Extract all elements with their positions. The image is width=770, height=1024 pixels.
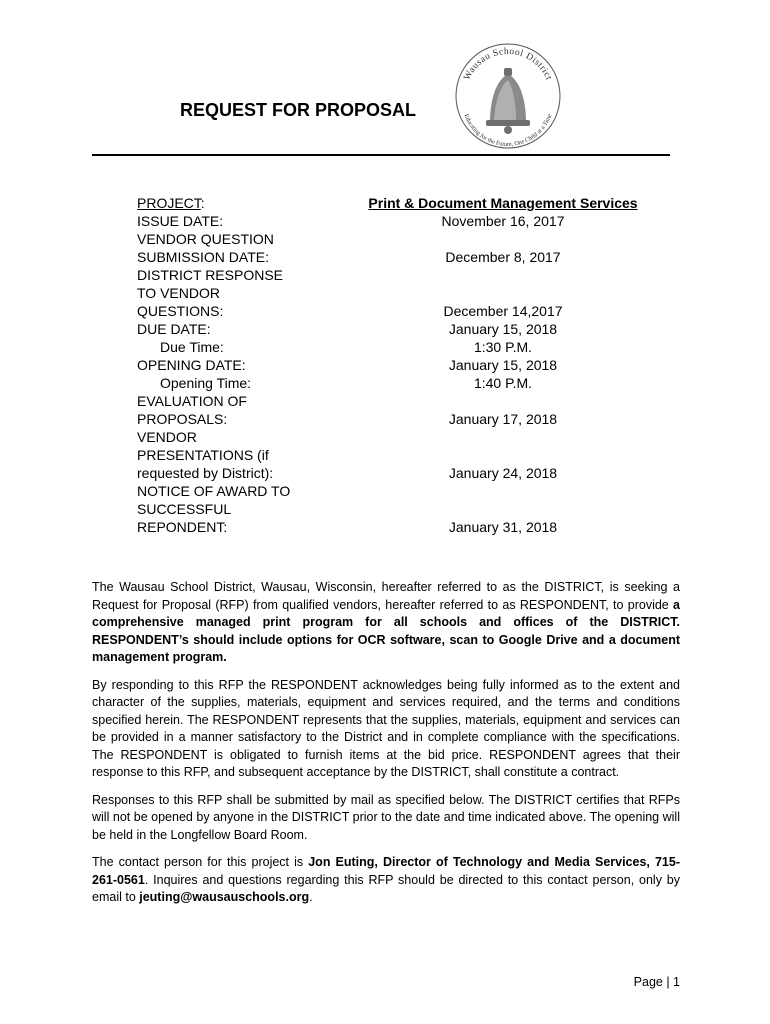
schedule-label: DUE DATE: [137,321,211,337]
schedule-value: November 16, 2017 [441,213,565,229]
body-text [92,579,680,917]
schedule-value [349,446,657,464]
header-rule [92,154,670,156]
schedule-label: NOTICE OF AWARD TO [137,483,291,499]
schedule-row [137,248,657,266]
schedule-label: EVALUATION OF [137,393,247,409]
schedule-row [137,338,657,356]
schedule-row [137,284,657,302]
schedule-label: DISTRICT RESPONSE [137,267,283,283]
contact-email-link[interactable]: jeuting@wausauschools.org [139,890,310,904]
schedule-row [137,410,657,428]
schedule-table [137,194,657,536]
schedule-label: VENDOR QUESTION [137,231,274,247]
project-colon: : [200,195,205,211]
schedule-value: 1:30 P.M. [473,339,533,355]
schedule-label: SUBMISSION DATE: [137,249,269,265]
contact-paragraph: The contact person for this project is Jon Euting, Director of Technology and Media Services, 715-261-0561. Inquires and questions regarding this RFP should be directed to this contact person, only by email to jeuting@wausauschools.org. [92,855,680,904]
schedule-row [137,482,657,500]
schedule-row [137,320,657,338]
schedule-label: QUESTIONS: [137,303,224,319]
schedule-value: January 15, 2018 [448,357,558,373]
schedule-value: January 17, 2018 [448,411,558,427]
schedule-label: OPENING DATE: [137,357,246,373]
schedule-row [137,500,657,518]
page-number: Page | 1 [633,975,680,989]
schedule-value: December 8, 2017 [445,249,561,265]
schedule-value [349,428,657,446]
schedule-row [137,230,657,248]
schedule-label: requested by District): [137,465,274,481]
schedule-row [137,266,657,284]
schedule-value: January 15, 2018 [448,321,558,337]
schedule-row [137,374,657,392]
schedule-value [349,230,657,248]
schedule-row [137,518,657,536]
schedule-value [349,284,657,302]
schedule-label: PROPOSALS: [137,411,228,427]
schedule-label: Opening Time: [160,375,252,391]
schedule-label: ISSUE DATE: [137,213,224,229]
schedule-row [137,212,657,230]
logo-name-text: Wausau School District [462,46,554,83]
schedule-label: PRESENTATIONS (if [137,447,269,463]
schedule-row [137,356,657,374]
district-logo [452,40,564,152]
schedule-label: REPONDENT: [137,519,228,535]
schedule-row-project [137,194,657,212]
schedule-label: SUCCESSFUL [137,501,232,517]
schedule-row [137,302,657,320]
schedule-label: TO VENDOR [137,285,220,301]
project-label: PROJECT [137,195,201,211]
schedule-row [137,428,657,446]
schedule-value: 1:40 P.M. [473,375,533,391]
submission-paragraph: Responses to this RFP shall be submitted by mail as specified below. The DISTRICT certifies that RFPs will not be opened by anyone in the DISTRICT prior to the date and time indicated above. The opening will be held in the Longfellow Board Room. [92,792,680,842]
schedule-value [349,392,657,410]
document-title: REQUEST FOR PROPOSAL [180,100,417,120]
project-value: Print & Document Management Services [368,195,638,211]
schedule-value [349,482,657,500]
schedule-row [137,446,657,464]
schedule-value: December 14,2017 [443,303,563,319]
schedule-value [349,266,657,284]
acknowledgement-paragraph: By responding to this RFP the RESPONDENT acknowledges being fully informed as to the extent and character of the supplies, materials, equipment and services required, and the terms and conditions specified herein. The RESPONDENT represents that the supplies, materials, equipment and services can be provided in a manner satisfactory to the District and in complete compliance with the specifications. The RESPONDENT is obligated to furnish items at the bid price. RESPONDENT agrees that their response to this RFP, and subsequent acceptance by the DISTRICT, shall constitute a contract. [92,677,680,779]
logo-motto-text: Educating for the Future, One Child at a Time [462,113,554,149]
schedule-value: January 24, 2018 [448,465,558,481]
schedule-row [137,392,657,410]
bell-icon [486,68,530,134]
schedule-row [137,464,657,482]
schedule-label: VENDOR [137,429,197,445]
schedule-value [349,500,657,518]
schedule-label: Due Time: [160,339,224,355]
schedule-value: January 31, 2018 [448,519,558,535]
intro-paragraph: The Wausau School District, Wausau, Wisconsin, hereafter referred to as the DISTRICT, is seeking a Request for Proposal (RFP) from qualified vendors, hereafter referred to as RESPONDENT, to provide a comprehensive managed print program for all schools and offices of the DISTRICT. RESPONDENT’s should include options for OCR software, scan to Google Drive and a document management program. [92,580,680,664]
